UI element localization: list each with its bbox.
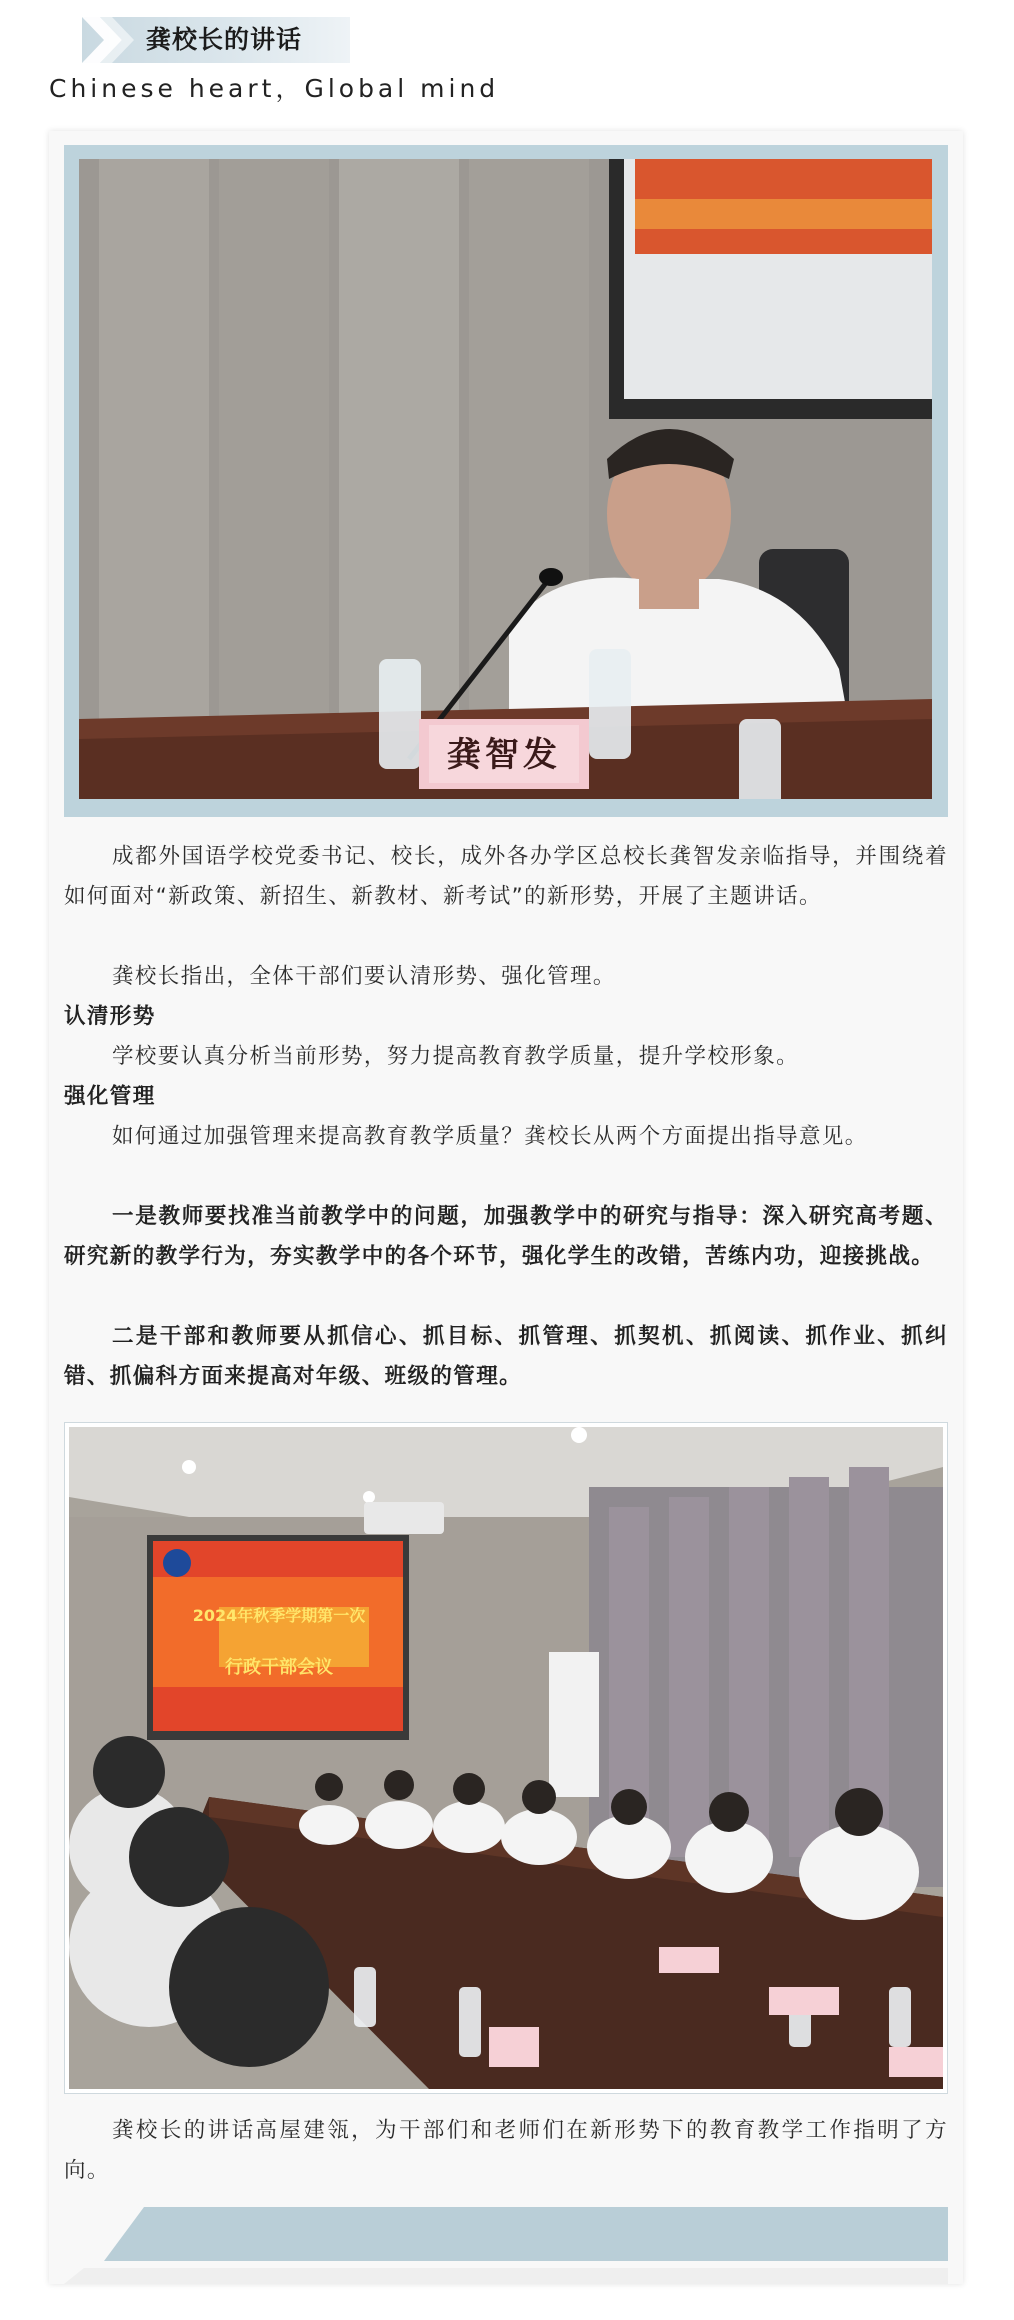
photo-frame (64, 145, 948, 817)
paragraph-situation: 学校要认真分析当前形势，努力提高教育教学质量，提升学校形象。 (112, 1044, 800, 1069)
nameplate-text: 龚智发 (447, 735, 561, 775)
paragraph-teachers: 一是教师要找准当前教学中的问题，加强教学中的研究与指导：深入研究高考题、研究新的教学行为，夯实教学中的各个环节，强化学生的改错，苦练内功，迎接挑战。 (64, 1204, 948, 1269)
paragraph-closing: 龚校长的讲话高屋建瓴，为干部们和老师们在新形势下的教育教学工作指明了方向。 (64, 2118, 948, 2183)
heading-management: 强化管理 (64, 1084, 156, 1109)
section-header (0, 0, 1014, 120)
principal-speech-photo (79, 159, 932, 799)
screen-line-1: 2024年秋季学期第一次 (192, 1606, 366, 1625)
paragraph-management: 如何通过加强管理来提高教育教学质量？龚校长从两个方面提出指导意见。 (112, 1124, 868, 1149)
screen-line-2: 行政干部会议 (225, 1657, 333, 1678)
heading-situation: 认清形势 (64, 1004, 156, 1029)
section-subtitle: Chinese heart，Global mind (49, 74, 500, 103)
paragraph-cadres: 二是干部和教师要从抓信心、抓目标、抓管理、抓契机、抓阅读、抓作业、抓纠错、抓偏科方面来提高对年级、班级的管理。 (64, 1324, 948, 1389)
chevron-right-icon (82, 17, 142, 63)
paragraph-point: 龚校长指出，全体干部们要认清形势、强化管理。 (112, 964, 616, 989)
article-card (49, 131, 963, 2284)
footer-decoration-bar (104, 2207, 948, 2261)
meeting-photo (69, 1427, 943, 2089)
paragraph-intro: 成都外国语学校党委书记、校长，成外各办学区总校长龚智发亲临指导，并围绕着如何面对“新政策、新招生、新教材、新考试”的新形势，开展了主题讲话。 (64, 844, 948, 909)
section-title: 龚校长的讲话 (146, 25, 303, 54)
footer-decoration-line (64, 2268, 948, 2284)
photo-frame (64, 1422, 948, 2094)
